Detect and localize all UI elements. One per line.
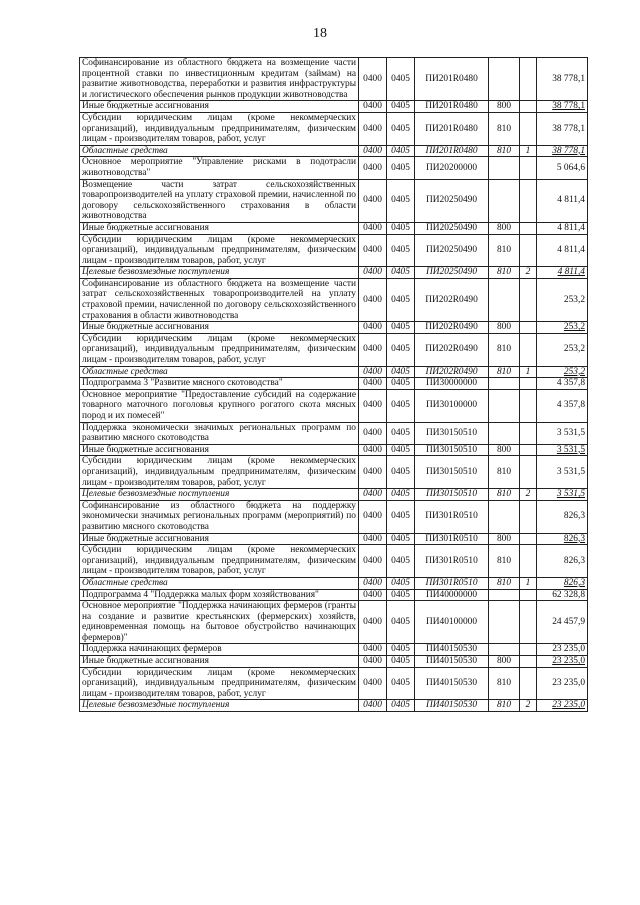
- expense-type-code: 810: [489, 577, 520, 589]
- funding-source: [520, 389, 537, 422]
- subsection-code: 0405: [387, 444, 415, 456]
- target-article-code: ПИ201R0480: [415, 145, 489, 157]
- amount: 24 457,9: [537, 601, 588, 644]
- row-name: Софинансирование из областного бюджета на возмещение части затрат сельскохозяйственных товаропроизводителей на уплату страховой премии, начисленной по договору сельскохозяйственного страхования в области животноводства: [80, 278, 359, 321]
- funding-source: [520, 179, 537, 222]
- subsection-code: 0405: [387, 589, 415, 601]
- target-article-code: ПИ20250490: [415, 222, 489, 234]
- subsection-code: 0405: [387, 58, 415, 101]
- table-row: [80, 322, 588, 334]
- target-article-code: ПИ301R0510: [415, 577, 489, 589]
- row-name: Софинансирование из областного бюджета на поддержку экономически значимых региональных программ (мероприятий) по развитию мясного скотоводства: [80, 500, 359, 533]
- target-article-code: ПИ30000000: [415, 378, 489, 390]
- funding-source: 1: [520, 577, 537, 589]
- target-article-code: ПИ301R0510: [415, 500, 489, 533]
- expense-type-code: 800: [489, 444, 520, 456]
- amount: 38 778,1: [537, 58, 588, 101]
- section-code: 0400: [359, 500, 387, 533]
- section-code: 0400: [359, 333, 387, 366]
- row-name: Поддержка экономически значимых региональных программ по развитию мясного скотоводства: [80, 422, 359, 444]
- subsection-code: 0405: [387, 667, 415, 700]
- funding-source: [520, 58, 537, 101]
- table-row: [80, 444, 588, 456]
- table-row: [80, 222, 588, 234]
- subsection-code: 0405: [387, 456, 415, 489]
- funding-source: [520, 157, 537, 179]
- target-article-code: ПИ30150510: [415, 422, 489, 444]
- row-name: Возмещение части затрат сельскохозяйственных товаропроизводителей на уплату страховой премии, начисленной по договору сельскохозяйственного страхования в области животноводства: [80, 179, 359, 222]
- target-article-code: ПИ20250490: [415, 267, 489, 279]
- section-code: 0400: [359, 577, 387, 589]
- subsection-code: 0405: [387, 500, 415, 533]
- amount: 253,2: [537, 366, 588, 378]
- expense-type-code: [489, 378, 520, 390]
- funding-source: 1: [520, 366, 537, 378]
- row-name: Поддержка начинающих фермеров: [80, 644, 359, 656]
- funding-source: [520, 112, 537, 145]
- subsection-code: 0405: [387, 366, 415, 378]
- amount: 3 531,5: [537, 456, 588, 489]
- expense-type-code: [489, 589, 520, 601]
- row-name: Иные бюджетные ассигнования: [80, 656, 359, 668]
- expense-type-code: 810: [489, 667, 520, 700]
- row-name: Субсидии юридическим лицам (кроме некоммерческих организаций), индивидуальным предпринимателям, физическим лицам - производителям товаров, работ, услуг: [80, 333, 359, 366]
- table-row: [80, 389, 588, 422]
- table-row: [80, 267, 588, 279]
- section-code: 0400: [359, 58, 387, 101]
- row-name: Субсидии юридическим лицам (кроме некоммерческих организаций), индивидуальным предпринимателям, физическим лицам - производителям товаров, работ, услуг: [80, 234, 359, 267]
- table-row: [80, 545, 588, 578]
- target-article-code: ПИ40100000: [415, 601, 489, 644]
- row-name: Софинансирование из областного бюджета на возмещение части процентной ставки по инвестиционным кредитам (займам) на развитие животноводства, переработки и развития инфраструктуры и логистического обеспечения рынков продукции животноводства: [80, 58, 359, 101]
- target-article-code: ПИ20200000: [415, 157, 489, 179]
- amount: 826,3: [537, 577, 588, 589]
- table-row: [80, 456, 588, 489]
- amount: 3 531,5: [537, 489, 588, 501]
- subsection-code: 0405: [387, 333, 415, 366]
- amount: 23 235,0: [537, 656, 588, 668]
- row-name: Субсидии юридическим лицам (кроме некоммерческих организаций), индивидуальным предпринимателям, физическим лицам - производителям товаров, работ, услуг: [80, 545, 359, 578]
- amount: 62 328,8: [537, 589, 588, 601]
- subsection-code: 0405: [387, 489, 415, 501]
- section-code: 0400: [359, 700, 387, 712]
- table-row: [80, 489, 588, 501]
- target-article-code: ПИ40150530: [415, 644, 489, 656]
- expense-type-code: 810: [489, 545, 520, 578]
- row-name: Иные бюджетные ассигнования: [80, 322, 359, 334]
- section-code: 0400: [359, 145, 387, 157]
- amount: 4 357,8: [537, 378, 588, 390]
- funding-source: 2: [520, 700, 537, 712]
- amount: 23 235,0: [537, 667, 588, 700]
- section-code: 0400: [359, 112, 387, 145]
- table-row: [80, 157, 588, 179]
- expense-type-code: 810: [489, 489, 520, 501]
- section-code: 0400: [359, 422, 387, 444]
- target-article-code: ПИ30150510: [415, 444, 489, 456]
- section-code: 0400: [359, 667, 387, 700]
- target-article-code: ПИ40000000: [415, 589, 489, 601]
- table-row: [80, 601, 588, 644]
- funding-source: 1: [520, 145, 537, 157]
- table-row: [80, 656, 588, 668]
- row-name: Субсидии юридическим лицам (кроме некоммерческих организаций), индивидуальным предпринимателям, физическим лицам - производителям товаров, работ, услуг: [80, 112, 359, 145]
- table-row: [80, 500, 588, 533]
- expense-type-code: [489, 644, 520, 656]
- funding-source: [520, 333, 537, 366]
- expense-type-code: 810: [489, 145, 520, 157]
- table-row: [80, 644, 588, 656]
- section-code: 0400: [359, 378, 387, 390]
- table-row: [80, 533, 588, 545]
- subsection-code: 0405: [387, 222, 415, 234]
- amount: 826,3: [537, 533, 588, 545]
- section-code: 0400: [359, 179, 387, 222]
- row-name: Иные бюджетные ассигнования: [80, 101, 359, 113]
- target-article-code: ПИ30150510: [415, 456, 489, 489]
- section-code: 0400: [359, 366, 387, 378]
- expense-type-code: 810: [489, 234, 520, 267]
- amount: 23 235,0: [537, 644, 588, 656]
- funding-source: [520, 101, 537, 113]
- expense-type-code: [489, 58, 520, 101]
- amount: 4 811,4: [537, 234, 588, 267]
- section-code: 0400: [359, 444, 387, 456]
- target-article-code: ПИ20250490: [415, 179, 489, 222]
- table-row: [80, 101, 588, 113]
- target-article-code: ПИ40150530: [415, 656, 489, 668]
- subsection-code: 0405: [387, 112, 415, 145]
- target-article-code: ПИ301R0510: [415, 533, 489, 545]
- section-code: 0400: [359, 489, 387, 501]
- funding-source: 2: [520, 489, 537, 501]
- expense-type-code: 800: [489, 656, 520, 668]
- section-code: 0400: [359, 101, 387, 113]
- row-name: Иные бюджетные ассигнования: [80, 533, 359, 545]
- subsection-code: 0405: [387, 644, 415, 656]
- expense-type-code: [489, 179, 520, 222]
- funding-source: [520, 378, 537, 390]
- target-article-code: ПИ202R0490: [415, 278, 489, 321]
- section-code: 0400: [359, 267, 387, 279]
- amount: 253,2: [537, 333, 588, 366]
- row-name: Иные бюджетные ассигнования: [80, 222, 359, 234]
- amount: 4 811,4: [537, 179, 588, 222]
- section-code: 0400: [359, 322, 387, 334]
- expense-type-code: [489, 278, 520, 321]
- section-code: 0400: [359, 644, 387, 656]
- amount: 38 778,1: [537, 112, 588, 145]
- table-row: [80, 700, 588, 712]
- section-code: 0400: [359, 533, 387, 545]
- table-row: [80, 589, 588, 601]
- table-row: [80, 577, 588, 589]
- subsection-code: 0405: [387, 656, 415, 668]
- subsection-code: 0405: [387, 533, 415, 545]
- section-code: 0400: [359, 601, 387, 644]
- target-article-code: ПИ201R0480: [415, 101, 489, 113]
- target-article-code: ПИ202R0490: [415, 322, 489, 334]
- amount: 38 778,1: [537, 145, 588, 157]
- table-row: [80, 378, 588, 390]
- expense-type-code: 810: [489, 700, 520, 712]
- subsection-code: 0405: [387, 145, 415, 157]
- expense-type-code: 810: [489, 366, 520, 378]
- amount: 5 064,6: [537, 157, 588, 179]
- funding-source: [520, 322, 537, 334]
- subsection-code: 0405: [387, 101, 415, 113]
- expense-type-code: 810: [489, 456, 520, 489]
- table-row: [80, 112, 588, 145]
- amount: 23 235,0: [537, 700, 588, 712]
- table-row: [80, 366, 588, 378]
- funding-source: [520, 644, 537, 656]
- amount: 38 778,1: [537, 101, 588, 113]
- section-code: 0400: [359, 278, 387, 321]
- amount: 3 531,5: [537, 444, 588, 456]
- row-name: Целевые безвозмездные поступления: [80, 700, 359, 712]
- row-name: Целевые безвозмездные поступления: [80, 267, 359, 279]
- table-row: [80, 667, 588, 700]
- amount: 826,3: [537, 545, 588, 578]
- expense-type-code: 800: [489, 533, 520, 545]
- row-name: Областные средства: [80, 366, 359, 378]
- target-article-code: ПИ30150510: [415, 489, 489, 501]
- funding-source: [520, 222, 537, 234]
- table-row: [80, 234, 588, 267]
- target-article-code: ПИ201R0480: [415, 58, 489, 101]
- funding-source: [520, 667, 537, 700]
- table-row: [80, 422, 588, 444]
- expense-type-code: [489, 422, 520, 444]
- subsection-code: 0405: [387, 179, 415, 222]
- subsection-code: 0405: [387, 322, 415, 334]
- section-code: 0400: [359, 456, 387, 489]
- section-code: 0400: [359, 157, 387, 179]
- amount: 826,3: [537, 500, 588, 533]
- subsection-code: 0405: [387, 700, 415, 712]
- page-number: 18: [313, 26, 327, 41]
- section-code: 0400: [359, 389, 387, 422]
- table-row: [80, 333, 588, 366]
- row-name: Областные средства: [80, 577, 359, 589]
- subsection-code: 0405: [387, 267, 415, 279]
- budget-table: [79, 57, 588, 712]
- target-article-code: ПИ301R0510: [415, 545, 489, 578]
- table-row: [80, 58, 588, 101]
- row-name: Основное мероприятие "Предоставление субсидий на содержание товарного маточного поголовья крупного рогатого скота мясных пород и их помесей": [80, 389, 359, 422]
- amount: 3 531,5: [537, 422, 588, 444]
- target-article-code: ПИ30100000: [415, 389, 489, 422]
- amount: 4 811,4: [537, 267, 588, 279]
- amount: 4 357,8: [537, 389, 588, 422]
- target-article-code: ПИ20250490: [415, 234, 489, 267]
- row-name: Целевые безвозмездные поступления: [80, 489, 359, 501]
- row-name: Подпрограмма 3 "Развитие мясного скотоводства": [80, 378, 359, 390]
- budget-table-body: [80, 58, 588, 712]
- subsection-code: 0405: [387, 378, 415, 390]
- amount: 253,2: [537, 322, 588, 334]
- section-code: 0400: [359, 656, 387, 668]
- expense-type-code: 810: [489, 112, 520, 145]
- amount: 4 811,4: [537, 222, 588, 234]
- section-code: 0400: [359, 589, 387, 601]
- subsection-code: 0405: [387, 601, 415, 644]
- row-name: Иные бюджетные ассигнования: [80, 444, 359, 456]
- expense-type-code: 810: [489, 267, 520, 279]
- target-article-code: ПИ201R0480: [415, 112, 489, 145]
- funding-source: [520, 234, 537, 267]
- section-code: 0400: [359, 545, 387, 578]
- subsection-code: 0405: [387, 389, 415, 422]
- table-row: [80, 278, 588, 321]
- section-code: 0400: [359, 234, 387, 267]
- target-article-code: ПИ40150530: [415, 700, 489, 712]
- expense-type-code: 810: [489, 333, 520, 366]
- funding-source: [520, 444, 537, 456]
- table-row: [80, 179, 588, 222]
- funding-source: [520, 545, 537, 578]
- expense-type-code: [489, 157, 520, 179]
- amount: 253,2: [537, 278, 588, 321]
- subsection-code: 0405: [387, 278, 415, 321]
- funding-source: [520, 533, 537, 545]
- subsection-code: 0405: [387, 577, 415, 589]
- funding-source: [520, 422, 537, 444]
- target-article-code: ПИ40150530: [415, 667, 489, 700]
- section-code: 0400: [359, 222, 387, 234]
- funding-source: [520, 601, 537, 644]
- subsection-code: 0405: [387, 545, 415, 578]
- subsection-code: 0405: [387, 234, 415, 267]
- expense-type-code: 800: [489, 322, 520, 334]
- row-name: Основное мероприятие "Поддержка начинающих фермеров (гранты на создание и развитие крестьянских (фермерских) хозяйств, единовременная помощь на бытовое обустройство начинающих фермеров)": [80, 601, 359, 644]
- row-name: Областные средства: [80, 145, 359, 157]
- row-name: Субсидии юридическим лицам (кроме некоммерческих организаций), индивидуальным предпринимателям, физическим лицам - производителям товаров, работ, услуг: [80, 667, 359, 700]
- expense-type-code: 800: [489, 101, 520, 113]
- target-article-code: ПИ202R0490: [415, 366, 489, 378]
- funding-source: [520, 589, 537, 601]
- subsection-code: 0405: [387, 422, 415, 444]
- row-name: Подпрограмма 4 "Поддержка малых форм хозяйствования": [80, 589, 359, 601]
- funding-source: 2: [520, 267, 537, 279]
- table-row: [80, 145, 588, 157]
- target-article-code: ПИ202R0490: [415, 333, 489, 366]
- funding-source: [520, 656, 537, 668]
- expense-type-code: 800: [489, 222, 520, 234]
- funding-source: [520, 278, 537, 321]
- funding-source: [520, 500, 537, 533]
- subsection-code: 0405: [387, 157, 415, 179]
- expense-type-code: [489, 389, 520, 422]
- expense-type-code: [489, 601, 520, 644]
- expense-type-code: [489, 500, 520, 533]
- row-name: Субсидии юридическим лицам (кроме некоммерческих организаций), индивидуальным предпринимателям, физическим лицам - производителям товаров, работ, услуг: [80, 456, 359, 489]
- row-name: Основное мероприятие "Управление рисками в подотрасли животноводства": [80, 157, 359, 179]
- funding-source: [520, 456, 537, 489]
